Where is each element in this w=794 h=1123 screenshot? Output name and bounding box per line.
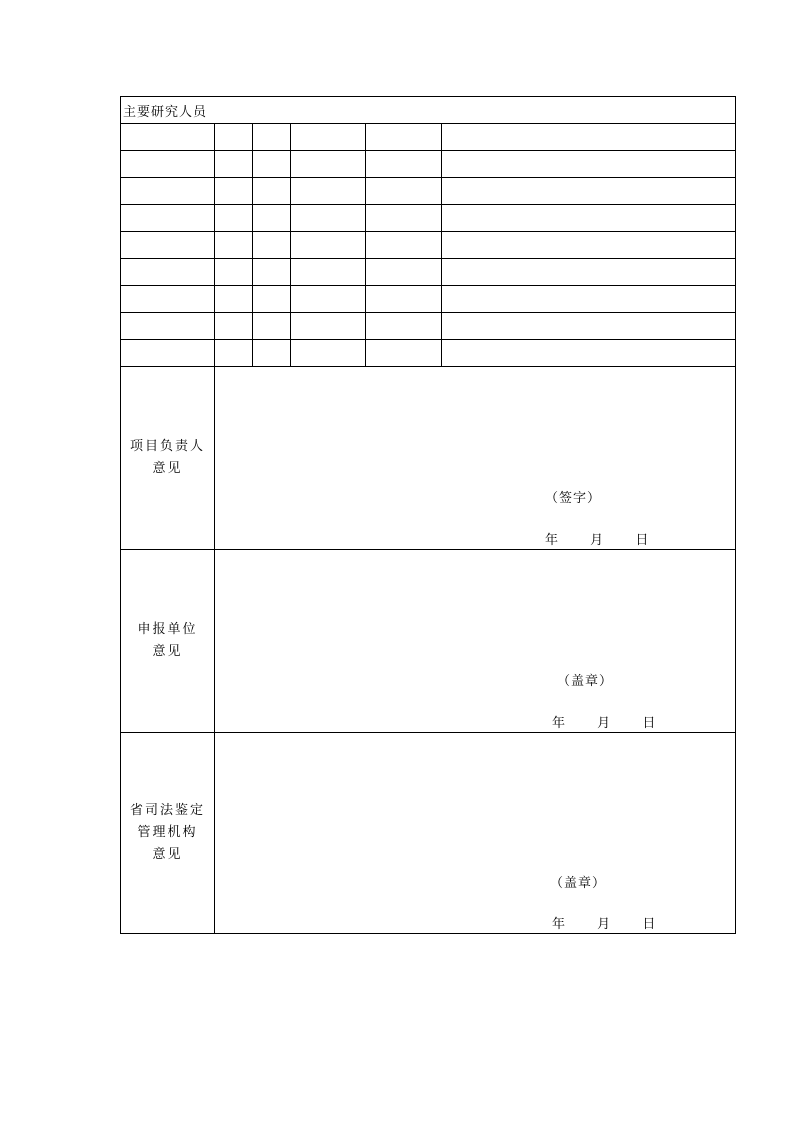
- table-cell[interactable]: [215, 205, 253, 232]
- authority-opinion-label: [121, 733, 215, 934]
- table-cell[interactable]: [121, 151, 215, 178]
- unit-opinion-label: [121, 550, 215, 733]
- date-line: [545, 529, 648, 548]
- unit-opinion-field[interactable]: [215, 550, 736, 733]
- table-cell[interactable]: [253, 205, 291, 232]
- table-cell[interactable]: [442, 259, 736, 286]
- date-year: 年: [552, 716, 566, 731]
- date-day: 日: [635, 533, 649, 548]
- table-cell[interactable]: [291, 286, 366, 313]
- date-line: [552, 712, 655, 731]
- authority-opinion-row: [121, 733, 736, 934]
- table-cell[interactable]: [121, 340, 215, 367]
- label-line: 意见: [152, 461, 183, 476]
- table-row: [121, 124, 736, 151]
- label-line: 申报单位: [137, 622, 198, 637]
- table-row: [121, 259, 736, 286]
- table-cell[interactable]: [442, 151, 736, 178]
- table-cell[interactable]: [366, 205, 442, 232]
- date-month: 月: [597, 917, 611, 932]
- date-day: 日: [642, 917, 656, 932]
- table-cell[interactable]: [442, 232, 736, 259]
- table-cell[interactable]: [291, 151, 366, 178]
- table-cell[interactable]: [215, 124, 253, 151]
- table-cell[interactable]: [442, 313, 736, 340]
- table-cell[interactable]: [121, 205, 215, 232]
- table-cell[interactable]: [215, 151, 253, 178]
- table-cell[interactable]: [215, 313, 253, 340]
- table-row: [121, 340, 736, 367]
- table-cell[interactable]: [442, 124, 736, 151]
- table-cell[interactable]: [121, 313, 215, 340]
- leader-opinion-field[interactable]: [215, 367, 736, 550]
- table-cell[interactable]: [291, 340, 366, 367]
- table-cell[interactable]: [442, 205, 736, 232]
- date-year: 年: [545, 533, 559, 548]
- table-cell[interactable]: [366, 232, 442, 259]
- section-title: 主要研究人员: [121, 97, 736, 124]
- table-cell[interactable]: [366, 178, 442, 205]
- date-month: 月: [597, 716, 611, 731]
- form-table: [120, 96, 736, 934]
- table-cell[interactable]: [253, 124, 291, 151]
- date-month: 月: [590, 533, 604, 548]
- table-cell[interactable]: [215, 340, 253, 367]
- researchers-header-row: [121, 97, 736, 124]
- table-cell[interactable]: [215, 178, 253, 205]
- signature-label: （签字）: [545, 491, 602, 506]
- date-day: 日: [642, 716, 656, 731]
- seal-label: （盖章）: [550, 876, 607, 891]
- table-cell[interactable]: [253, 259, 291, 286]
- table-cell[interactable]: [366, 259, 442, 286]
- table-cell[interactable]: [442, 178, 736, 205]
- table-cell[interactable]: [121, 259, 215, 286]
- table-row: [121, 178, 736, 205]
- date-year: 年: [552, 917, 566, 932]
- table-cell[interactable]: [253, 178, 291, 205]
- table-cell[interactable]: [442, 286, 736, 313]
- label-line: 管理机构: [137, 825, 198, 840]
- table-cell[interactable]: [253, 286, 291, 313]
- table-cell[interactable]: [291, 205, 366, 232]
- table-cell[interactable]: [121, 286, 215, 313]
- date-line: [552, 913, 655, 932]
- table-cell[interactable]: [215, 259, 253, 286]
- leader-opinion-label: [121, 367, 215, 550]
- table-cell[interactable]: [291, 259, 366, 286]
- table-cell[interactable]: [253, 313, 291, 340]
- table-cell[interactable]: [121, 124, 215, 151]
- table-cell[interactable]: [366, 124, 442, 151]
- table-cell[interactable]: [121, 232, 215, 259]
- table-row: [121, 232, 736, 259]
- label-line: 省司法鉴定: [129, 803, 205, 818]
- label-line: 意见: [152, 644, 183, 659]
- table-cell[interactable]: [366, 286, 442, 313]
- table-cell[interactable]: [366, 340, 442, 367]
- authority-opinion-field[interactable]: [215, 733, 736, 934]
- table-cell[interactable]: [366, 313, 442, 340]
- table-cell[interactable]: [291, 313, 366, 340]
- table-cell[interactable]: [253, 151, 291, 178]
- table-cell[interactable]: [253, 340, 291, 367]
- table-row: [121, 205, 736, 232]
- table-cell[interactable]: [366, 151, 442, 178]
- table-cell[interactable]: [442, 340, 736, 367]
- leader-opinion-row: [121, 367, 736, 550]
- label-line: 项目负责人: [129, 439, 205, 454]
- table-row: [121, 151, 736, 178]
- table-cell[interactable]: [121, 178, 215, 205]
- label-line: 意见: [152, 847, 183, 862]
- table-cell[interactable]: [253, 232, 291, 259]
- table-cell[interactable]: [291, 178, 366, 205]
- research-form: [120, 96, 735, 934]
- seal-label: （盖章）: [557, 674, 614, 689]
- table-cell[interactable]: [291, 232, 366, 259]
- table-cell[interactable]: [215, 286, 253, 313]
- table-row: [121, 286, 736, 313]
- table-row: [121, 313, 736, 340]
- table-cell[interactable]: [215, 232, 253, 259]
- table-cell[interactable]: [291, 124, 366, 151]
- unit-opinion-row: [121, 550, 736, 733]
